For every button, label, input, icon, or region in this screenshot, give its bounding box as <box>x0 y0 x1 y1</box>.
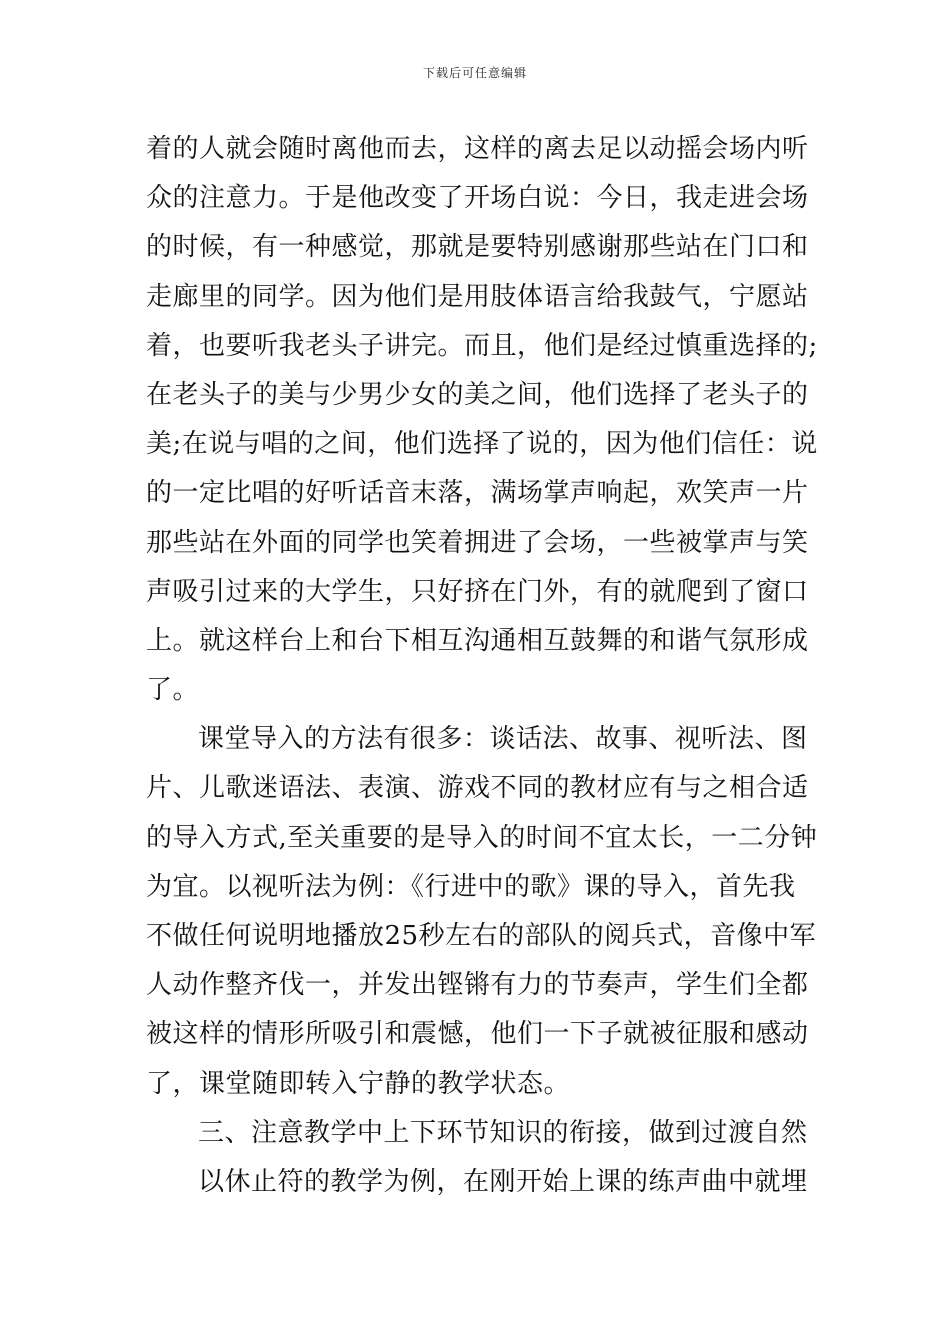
text-line: 着的人就会随时离他而去，这样的离去足以动摇会场内听 <box>146 134 809 164</box>
text-line: 的一定比唱的好听话音末落，满场掌声响起，欢笑声一片 <box>146 478 809 509</box>
text-line: 上。就这样台上和台下相互沟通相互鼓舞的和谐气氛形成 <box>146 625 809 656</box>
text-line: 的时候，有一种感觉，那就是要特别感谢那些站在门口和 <box>146 232 809 263</box>
paragraph-start-line: 以休止符的教学为例，在刚开始上课的练声曲中就埋 <box>198 1166 808 1197</box>
text-line: 被这样的情形所吸引和震憾，他们一下子就被征服和感动 <box>146 1019 809 1050</box>
text-line: 人动作整齐伐一，并发出铿锵有力的节奏声，学生们全都 <box>146 970 809 1001</box>
text-line: 在老头子的美与少男少女的美之间，他们选择了老头子的 <box>146 379 809 410</box>
document-body <box>146 125 816 1207</box>
text-line: 不做任何说明地播放25秒左右的部队的阅兵式，音像中军 <box>146 921 817 951</box>
text-line: 了。 <box>146 675 200 706</box>
text-line: 走廊里的同学。因为他们是用肢体语言给我鼓气，宁愿站 <box>146 281 809 312</box>
text-line: 声吸引过来的大学生，只好挤在门外，有的就爬到了窗口 <box>146 576 809 607</box>
text-line: 片、儿歌迷语法、表演、游戏不同的教材应有与之相合适 <box>146 773 809 804</box>
paragraph-start-line: 课堂导入的方法有很多：谈话法、故事、视听法、图 <box>198 724 808 755</box>
text-line: 那些站在外面的同学也笑着拥进了会场，一些被掌声与笑 <box>146 527 809 558</box>
text-line: 了，课堂随即转入宁静的教学状态。 <box>146 1068 571 1099</box>
text-line: 美;在说与唱的之间，他们选择了说的，因为他们信任：说 <box>146 429 818 460</box>
text-line: 众的注意力。于是他改变了开场白说：今日，我走进会场 <box>146 183 809 214</box>
text-line: 着，也要听我老头子讲完。而且，他们是经过慎重选择的; <box>146 330 818 361</box>
text-line: 为宜。以视听法为例：《行进中的歌》课的导入，首先我 <box>146 871 796 902</box>
page-header: 下载后可任意编辑 <box>422 66 527 80</box>
section-heading: 三、注意教学中上下环节知识的衔接，做到过渡自然 <box>198 1117 808 1148</box>
text-line: 的导入方式,至关重要的是导入的时间不宜太长，一二分钟 <box>146 822 818 853</box>
